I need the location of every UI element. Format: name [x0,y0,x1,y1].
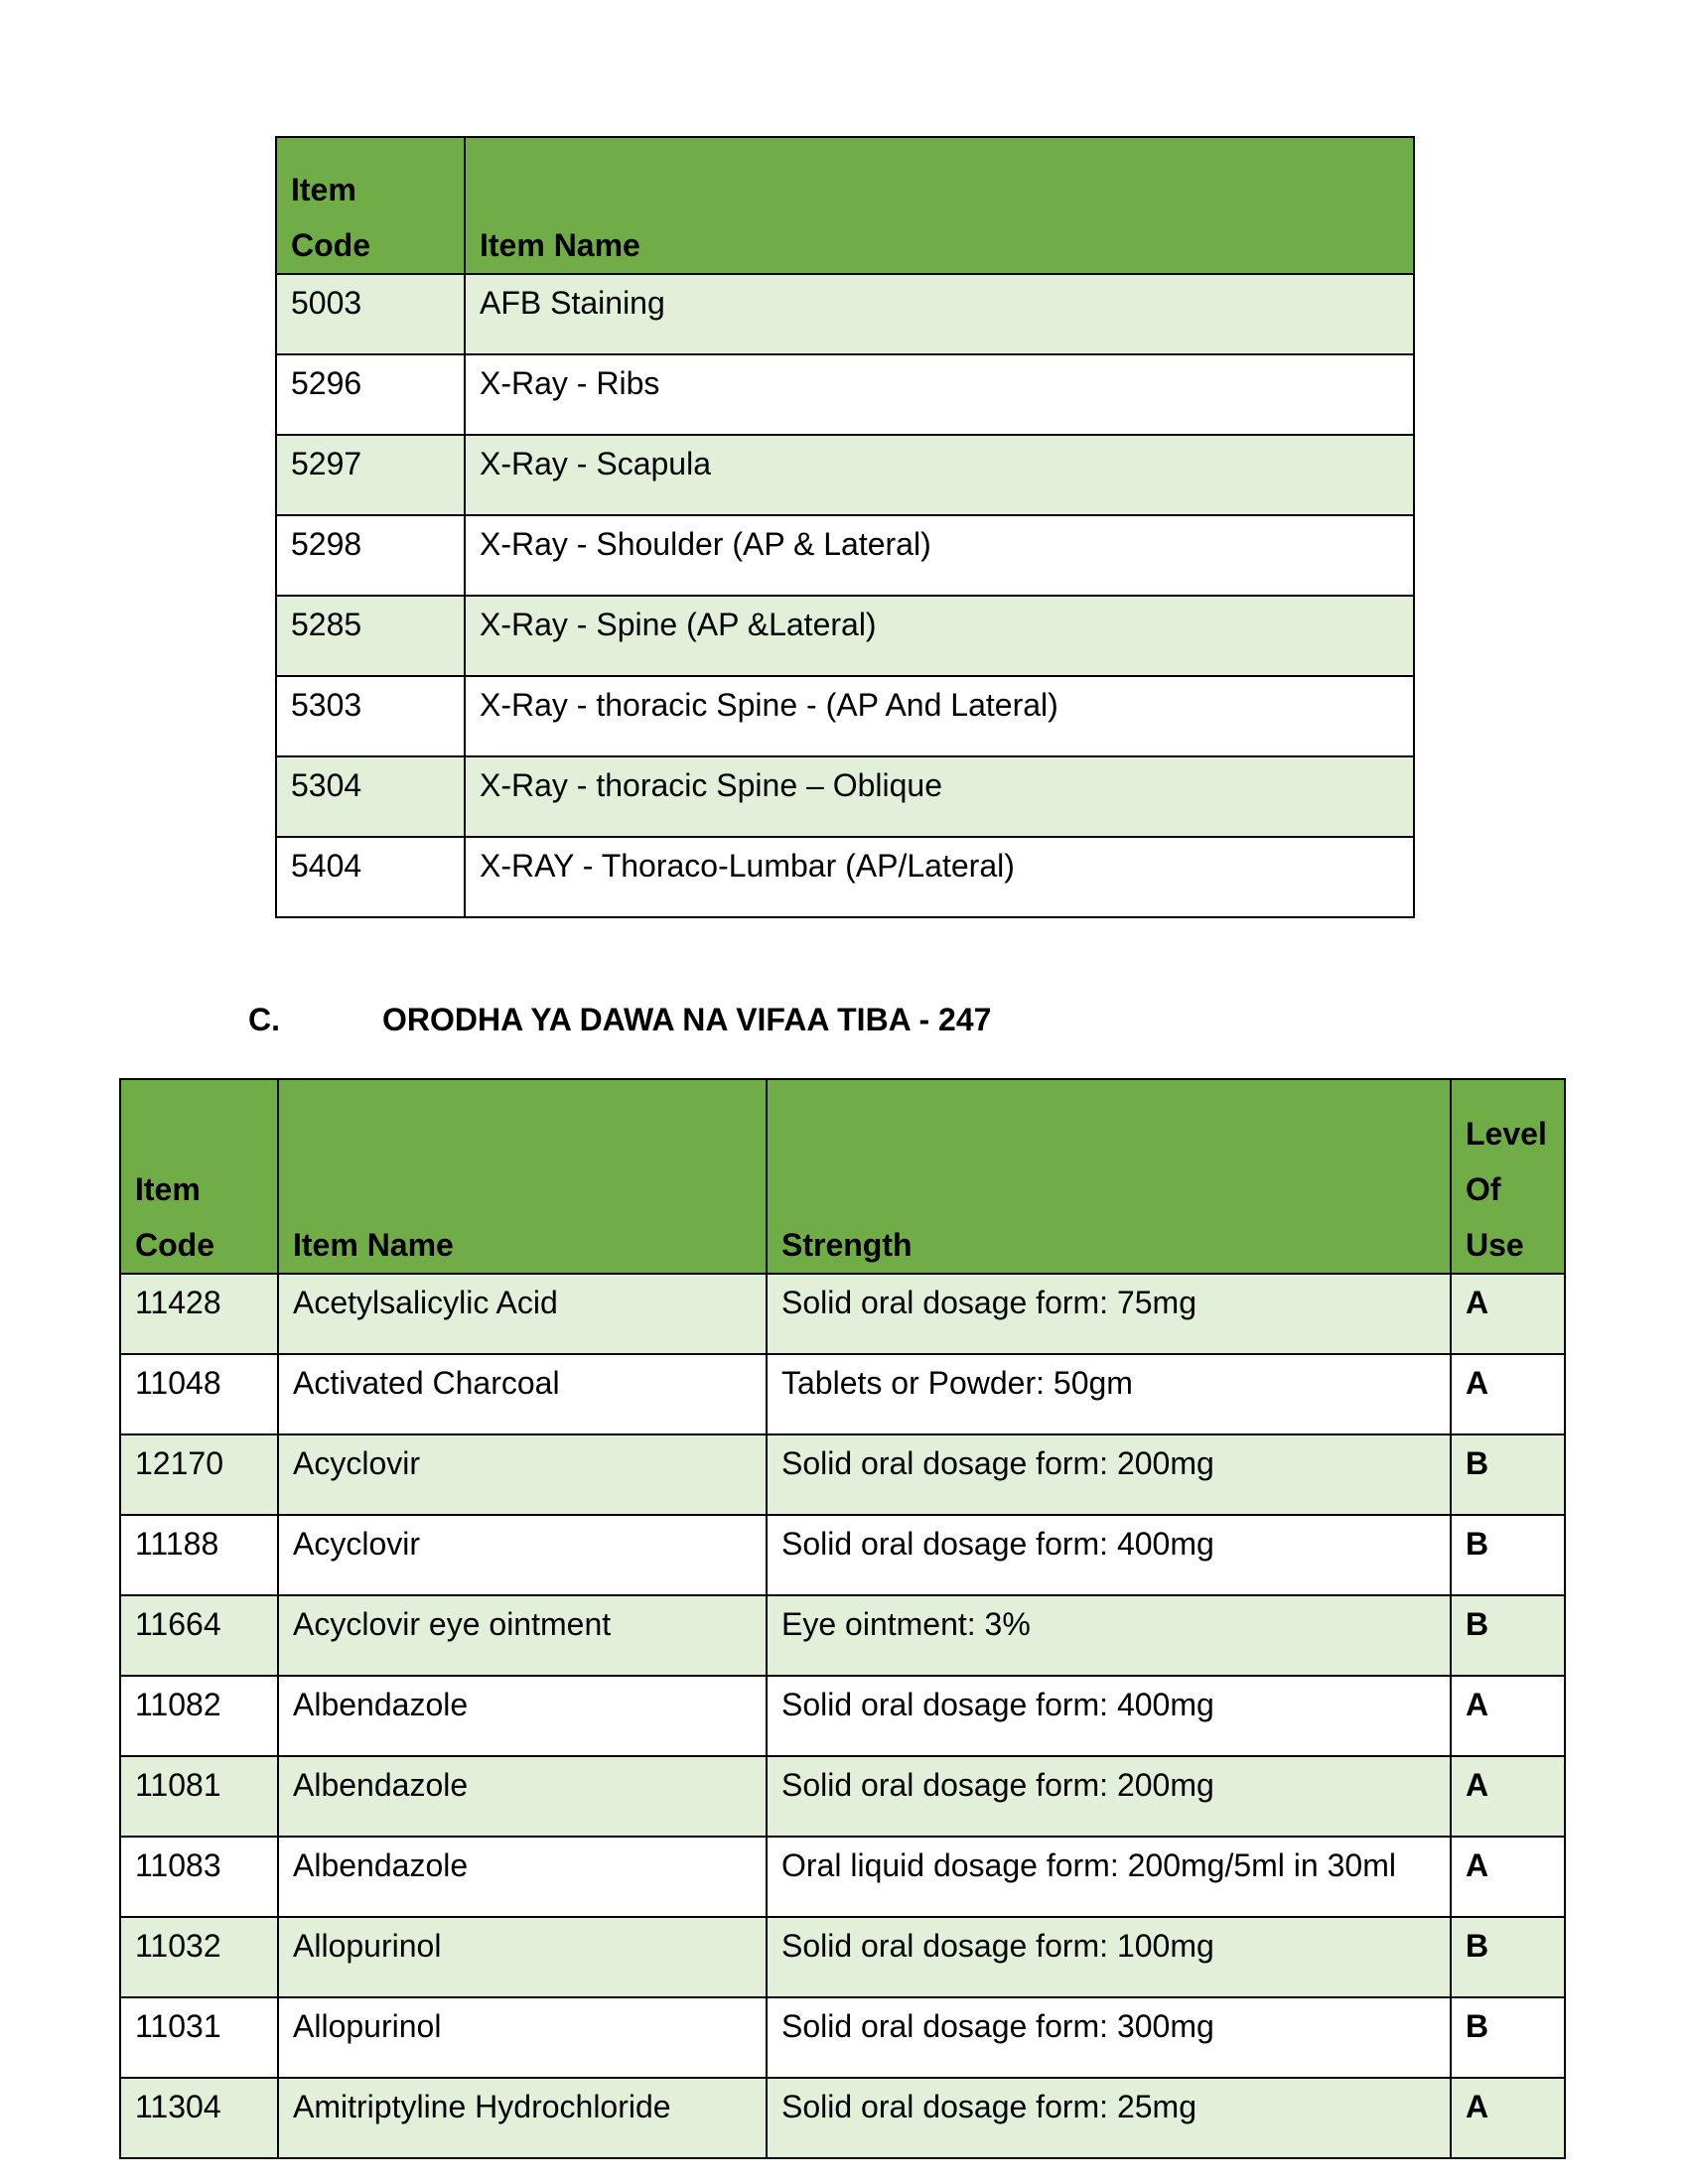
cell-level-of-use: B [1451,1997,1565,2078]
cell-item-name: Acyclovir [278,1434,767,1515]
section-title: ORODHA YA DAWA NA VIFAA TIBA - 247 [382,1002,992,1037]
table-row [120,1756,1565,1837]
cell-item-code: 11664 [120,1595,278,1676]
cell-item-code: 11081 [120,1756,278,1837]
cell-item-name: Acyclovir eye ointment [278,1595,767,1676]
cell-item-code: 5285 [276,596,465,676]
cell-level-of-use: A [1451,1837,1565,1917]
cell-level-of-use: A [1451,2078,1565,2158]
cell-item-code: 12170 [120,1434,278,1515]
header-level-line2: Of [1466,1171,1501,1207]
table-row [120,1515,1565,1595]
cell-strength: Solid oral dosage form: 400mg [767,1515,1451,1595]
table-header-row [120,1079,1565,1274]
medicines-table [119,1078,1566,2159]
cell-item-name: X-Ray - thoracic Spine - (AP And Lateral) [465,676,1414,756]
cell-level-of-use: B [1451,1434,1565,1515]
cell-item-name: Activated Charcoal [278,1354,767,1434]
lab-items-body [276,274,1414,917]
header-item-code [276,137,465,274]
cell-item-code: 5003 [276,274,465,354]
header-item-code-line1: Item [291,172,356,207]
cell-item-name: X-Ray - Shoulder (AP & Lateral) [465,515,1414,596]
header-level-line3: Use [1466,1227,1524,1263]
cell-level-of-use: B [1451,1515,1565,1595]
cell-item-code: 5404 [276,837,465,917]
cell-item-code: 5297 [276,435,465,515]
cell-item-name: Acyclovir [278,1515,767,1595]
cell-item-name: Allopurinol [278,1997,767,2078]
table-row [120,1595,1565,1676]
table-row [120,1354,1565,1434]
section-letter: C. [248,1002,280,1037]
cell-item-name: Albendazole [278,1756,767,1837]
table-row [276,435,1414,515]
header-item-code [120,1079,278,1274]
cell-level-of-use: B [1451,1595,1565,1676]
cell-item-name: X-Ray - Spine (AP &Lateral) [465,596,1414,676]
table-row [276,756,1414,837]
header-item-code-line2: Code [291,227,370,263]
table-row [120,1837,1565,1917]
cell-item-name: X-Ray - thoracic Spine – Oblique [465,756,1414,837]
cell-item-name: AFB Staining [465,274,1414,354]
cell-item-name: Acetylsalicylic Acid [278,1274,767,1354]
cell-item-code: 11304 [120,2078,278,2158]
cell-item-code: 11188 [120,1515,278,1595]
cell-level-of-use: A [1451,1676,1565,1756]
cell-item-code: 5296 [276,354,465,435]
table-row [276,354,1414,435]
cell-item-name: Albendazole [278,1837,767,1917]
table-row [120,1997,1565,2078]
cell-strength: Oral liquid dosage form: 200mg/5ml in 30ml [767,1837,1451,1917]
cell-item-code: 11032 [120,1917,278,1997]
cell-item-code: 5298 [276,515,465,596]
table-row [276,676,1414,756]
cell-level-of-use: A [1451,1274,1565,1354]
table-row [276,837,1414,917]
lab-items-table [275,136,1415,918]
header-level-of-use [1451,1079,1565,1274]
cell-level-of-use: B [1451,1917,1565,1997]
table-row [120,1434,1565,1515]
table-row [120,1274,1565,1354]
cell-strength: Solid oral dosage form: 300mg [767,1997,1451,2078]
table-header-row [276,137,1414,274]
header-item-name: Item Name [465,137,1414,274]
cell-level-of-use: A [1451,1354,1565,1434]
cell-item-code: 11031 [120,1997,278,2078]
cell-strength: Solid oral dosage form: 200mg [767,1756,1451,1837]
cell-item-code: 5304 [276,756,465,837]
header-strength: Strength [767,1079,1451,1274]
table-row [120,2078,1565,2158]
cell-item-code: 5303 [276,676,465,756]
cell-item-name: Albendazole [278,1676,767,1756]
cell-item-name: X-Ray - Ribs [465,354,1414,435]
table-row [120,1676,1565,1756]
cell-strength: Eye ointment: 3% [767,1595,1451,1676]
cell-strength: Solid oral dosage form: 200mg [767,1434,1451,1515]
cell-item-name: Amitriptyline Hydrochloride [278,2078,767,2158]
cell-strength: Solid oral dosage form: 75mg [767,1274,1451,1354]
table-row [276,274,1414,354]
cell-item-code: 11428 [120,1274,278,1354]
table-row [120,1917,1565,1997]
cell-item-name: X-RAY - Thoraco-Lumbar (AP/Lateral) [465,837,1414,917]
header-level-line1: Level [1466,1116,1547,1152]
header-item-name: Item Name [278,1079,767,1274]
medicines-body [120,1274,1565,2158]
header-item-code-line2: Code [135,1227,214,1263]
cell-strength: Solid oral dosage form: 25mg [767,2078,1451,2158]
table-row [276,515,1414,596]
cell-strength: Tablets or Powder: 50gm [767,1354,1451,1434]
cell-strength: Solid oral dosage form: 400mg [767,1676,1451,1756]
cell-item-code: 11082 [120,1676,278,1756]
cell-item-name: Allopurinol [278,1917,767,1997]
cell-level-of-use: A [1451,1756,1565,1837]
cell-item-code: 11048 [120,1354,278,1434]
header-item-code-line1: Item [135,1171,201,1207]
cell-item-name: X-Ray - Scapula [465,435,1414,515]
cell-item-code: 11083 [120,1837,278,1917]
cell-strength: Solid oral dosage form: 100mg [767,1917,1451,1997]
table-row [276,596,1414,676]
